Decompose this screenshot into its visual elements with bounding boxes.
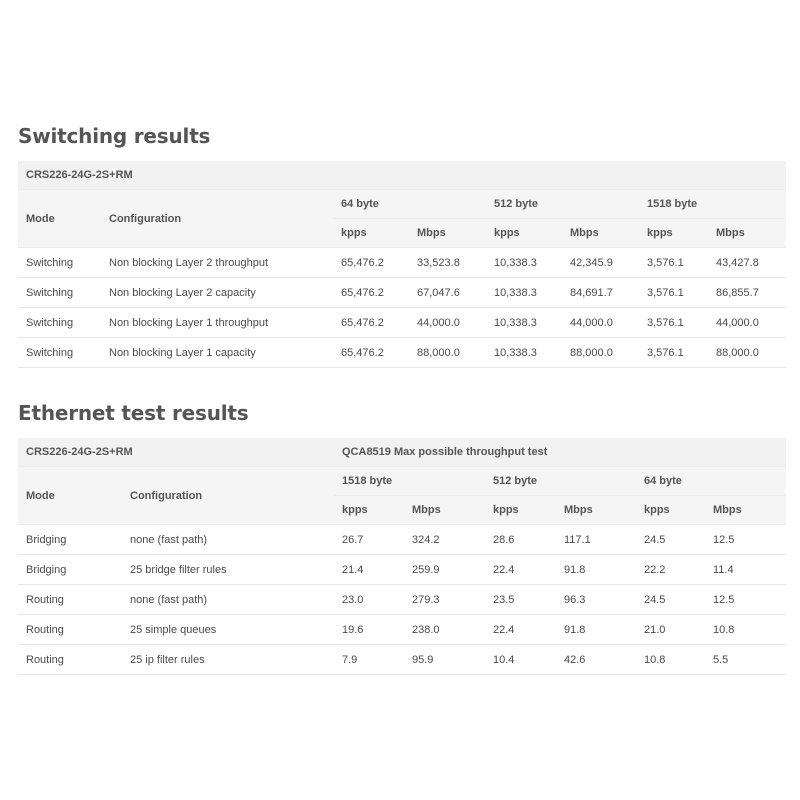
switching-table-row	[18, 248, 786, 278]
ethernet-value-cell: 7.9	[334, 645, 404, 675]
switching-value-cell: 3,576.1	[639, 248, 708, 278]
switching-value-cell: 65,476.2	[333, 308, 409, 338]
switching-unit-header: Mbps	[409, 219, 486, 248]
ethernet-value-cell: 22.2	[636, 555, 705, 585]
switching-value-cell: 65,476.2	[333, 248, 409, 278]
switching-value-cell: 10,338.3	[486, 248, 562, 278]
ethernet-value-cell: 10.4	[485, 645, 556, 675]
ethernet-mode-cell: Routing	[18, 615, 122, 645]
switching-configuration-cell: Non blocking Layer 1 capacity	[101, 338, 333, 368]
switching-value-cell: 3,576.1	[639, 278, 708, 308]
ethernet-unit-header: kpps	[485, 496, 556, 525]
switching-unit-header: kpps	[486, 219, 562, 248]
ethernet-value-cell: 28.6	[485, 525, 556, 555]
ethernet-results-title: Ethernet test results	[18, 401, 249, 425]
switching-value-cell: 84,691.7	[562, 278, 639, 308]
switching-value-cell: 44,000.0	[409, 308, 486, 338]
ethernet-value-cell: 324.2	[404, 525, 485, 555]
ethernet-unit-header: kpps	[334, 496, 404, 525]
ethernet-group-header: 64 byte	[636, 467, 786, 496]
switching-group-header: 1518 byte	[639, 190, 786, 219]
switching-table-row	[18, 278, 786, 308]
ethernet-value-cell: 24.5	[636, 585, 705, 615]
ethernet-value-cell: 24.5	[636, 525, 705, 555]
ethernet-value-cell: 238.0	[404, 615, 485, 645]
ethernet-value-cell: 10.8	[705, 615, 786, 645]
switching-table-body	[18, 248, 786, 368]
switching-value-cell: 3,576.1	[639, 338, 708, 368]
ethernet-mode-header: Mode	[18, 467, 122, 525]
ethernet-unit-header: Mbps	[556, 496, 636, 525]
ethernet-value-cell: 12.5	[705, 525, 786, 555]
ethernet-unit-header: kpps	[636, 496, 705, 525]
ethernet-table-row	[18, 525, 786, 555]
switching-value-cell: 65,476.2	[333, 338, 409, 368]
switching-mode-cell: Switching	[18, 338, 101, 368]
ethernet-value-cell: 279.3	[404, 585, 485, 615]
switching-value-cell: 86,855.7	[708, 278, 786, 308]
ethernet-mode-cell: Bridging	[18, 555, 122, 585]
ethernet-mode-cell: Bridging	[18, 525, 122, 555]
ethernet-group-header: 1518 byte	[334, 467, 485, 496]
switching-value-cell: 33,523.8	[409, 248, 486, 278]
switching-value-cell: 88,000.0	[708, 338, 786, 368]
ethernet-value-cell: 23.5	[485, 585, 556, 615]
ethernet-value-cell: 22.4	[485, 615, 556, 645]
ethernet-value-cell: 259.9	[404, 555, 485, 585]
switching-group-header: 512 byte	[486, 190, 639, 219]
ethernet-value-cell: 22.4	[485, 555, 556, 585]
switching-results-title: Switching results	[18, 124, 211, 148]
switching-unit-header: kpps	[639, 219, 708, 248]
switching-mode-cell: Switching	[18, 248, 101, 278]
switching-configuration-cell: Non blocking Layer 2 capacity	[101, 278, 333, 308]
ethernet-configuration-cell: 25 simple queues	[122, 615, 334, 645]
switching-value-cell: 44,000.0	[708, 308, 786, 338]
switching-value-cell: 67,047.6	[409, 278, 486, 308]
ethernet-value-cell: 19.6	[334, 615, 404, 645]
ethernet-unit-header: Mbps	[404, 496, 485, 525]
switching-configuration-header: Configuration	[101, 190, 333, 248]
ethernet-table-row	[18, 585, 786, 615]
ethernet-value-cell: 42.6	[556, 645, 636, 675]
switching-group-header: 64 byte	[333, 190, 486, 219]
ethernet-value-cell: 91.8	[556, 555, 636, 585]
ethernet-value-cell: 5.5	[705, 645, 786, 675]
switching-results-table	[18, 161, 786, 368]
switching-value-cell: 42,345.9	[562, 248, 639, 278]
ethernet-table-row	[18, 615, 786, 645]
ethernet-value-cell: 10.8	[636, 645, 705, 675]
ethernet-configuration-header: Configuration	[122, 467, 334, 525]
switching-unit-header: Mbps	[562, 219, 639, 248]
ethernet-table-body	[18, 525, 786, 675]
switching-mode-cell: Switching	[18, 308, 101, 338]
ethernet-configuration-cell: 25 ip filter rules	[122, 645, 334, 675]
ethernet-model-name: CRS226-24G-2S+RM	[18, 438, 334, 467]
switching-value-cell: 65,476.2	[333, 278, 409, 308]
ethernet-unit-header: Mbps	[705, 496, 786, 525]
switching-value-cell: 88,000.0	[562, 338, 639, 368]
ethernet-configuration-cell: none (fast path)	[122, 585, 334, 615]
ethernet-value-cell: 21.4	[334, 555, 404, 585]
ethernet-test-name: QCA8519 Max possible throughput test	[334, 438, 786, 467]
ethernet-value-cell: 23.0	[334, 585, 404, 615]
ethernet-value-cell: 117.1	[556, 525, 636, 555]
switching-value-cell: 3,576.1	[639, 308, 708, 338]
switching-configuration-cell: Non blocking Layer 2 throughput	[101, 248, 333, 278]
switching-table-row	[18, 338, 786, 368]
ethernet-value-cell: 12.5	[705, 585, 786, 615]
switching-value-cell: 10,338.3	[486, 338, 562, 368]
switching-mode-header: Mode	[18, 190, 101, 248]
ethernet-group-header: 512 byte	[485, 467, 636, 496]
ethernet-mode-cell: Routing	[18, 645, 122, 675]
ethernet-value-cell: 26.7	[334, 525, 404, 555]
ethernet-configuration-cell: none (fast path)	[122, 525, 334, 555]
switching-unit-header: Mbps	[708, 219, 786, 248]
switching-unit-header: kpps	[333, 219, 409, 248]
switching-value-cell: 44,000.0	[562, 308, 639, 338]
ethernet-value-cell: 96.3	[556, 585, 636, 615]
switching-model-name: CRS226-24G-2S+RM	[18, 161, 786, 190]
ethernet-value-cell: 91.8	[556, 615, 636, 645]
switching-value-cell: 10,338.3	[486, 308, 562, 338]
ethernet-mode-cell: Routing	[18, 585, 122, 615]
switching-mode-cell: Switching	[18, 278, 101, 308]
ethernet-table-row	[18, 555, 786, 585]
ethernet-value-cell: 21.0	[636, 615, 705, 645]
switching-value-cell: 43,427.8	[708, 248, 786, 278]
switching-table-row	[18, 308, 786, 338]
ethernet-table-row	[18, 645, 786, 675]
switching-value-cell: 88,000.0	[409, 338, 486, 368]
ethernet-results-table	[18, 438, 786, 675]
ethernet-value-cell: 11.4	[705, 555, 786, 585]
ethernet-configuration-cell: 25 bridge filter rules	[122, 555, 334, 585]
switching-configuration-cell: Non blocking Layer 1 throughput	[101, 308, 333, 338]
ethernet-value-cell: 95.9	[404, 645, 485, 675]
switching-value-cell: 10,338.3	[486, 278, 562, 308]
